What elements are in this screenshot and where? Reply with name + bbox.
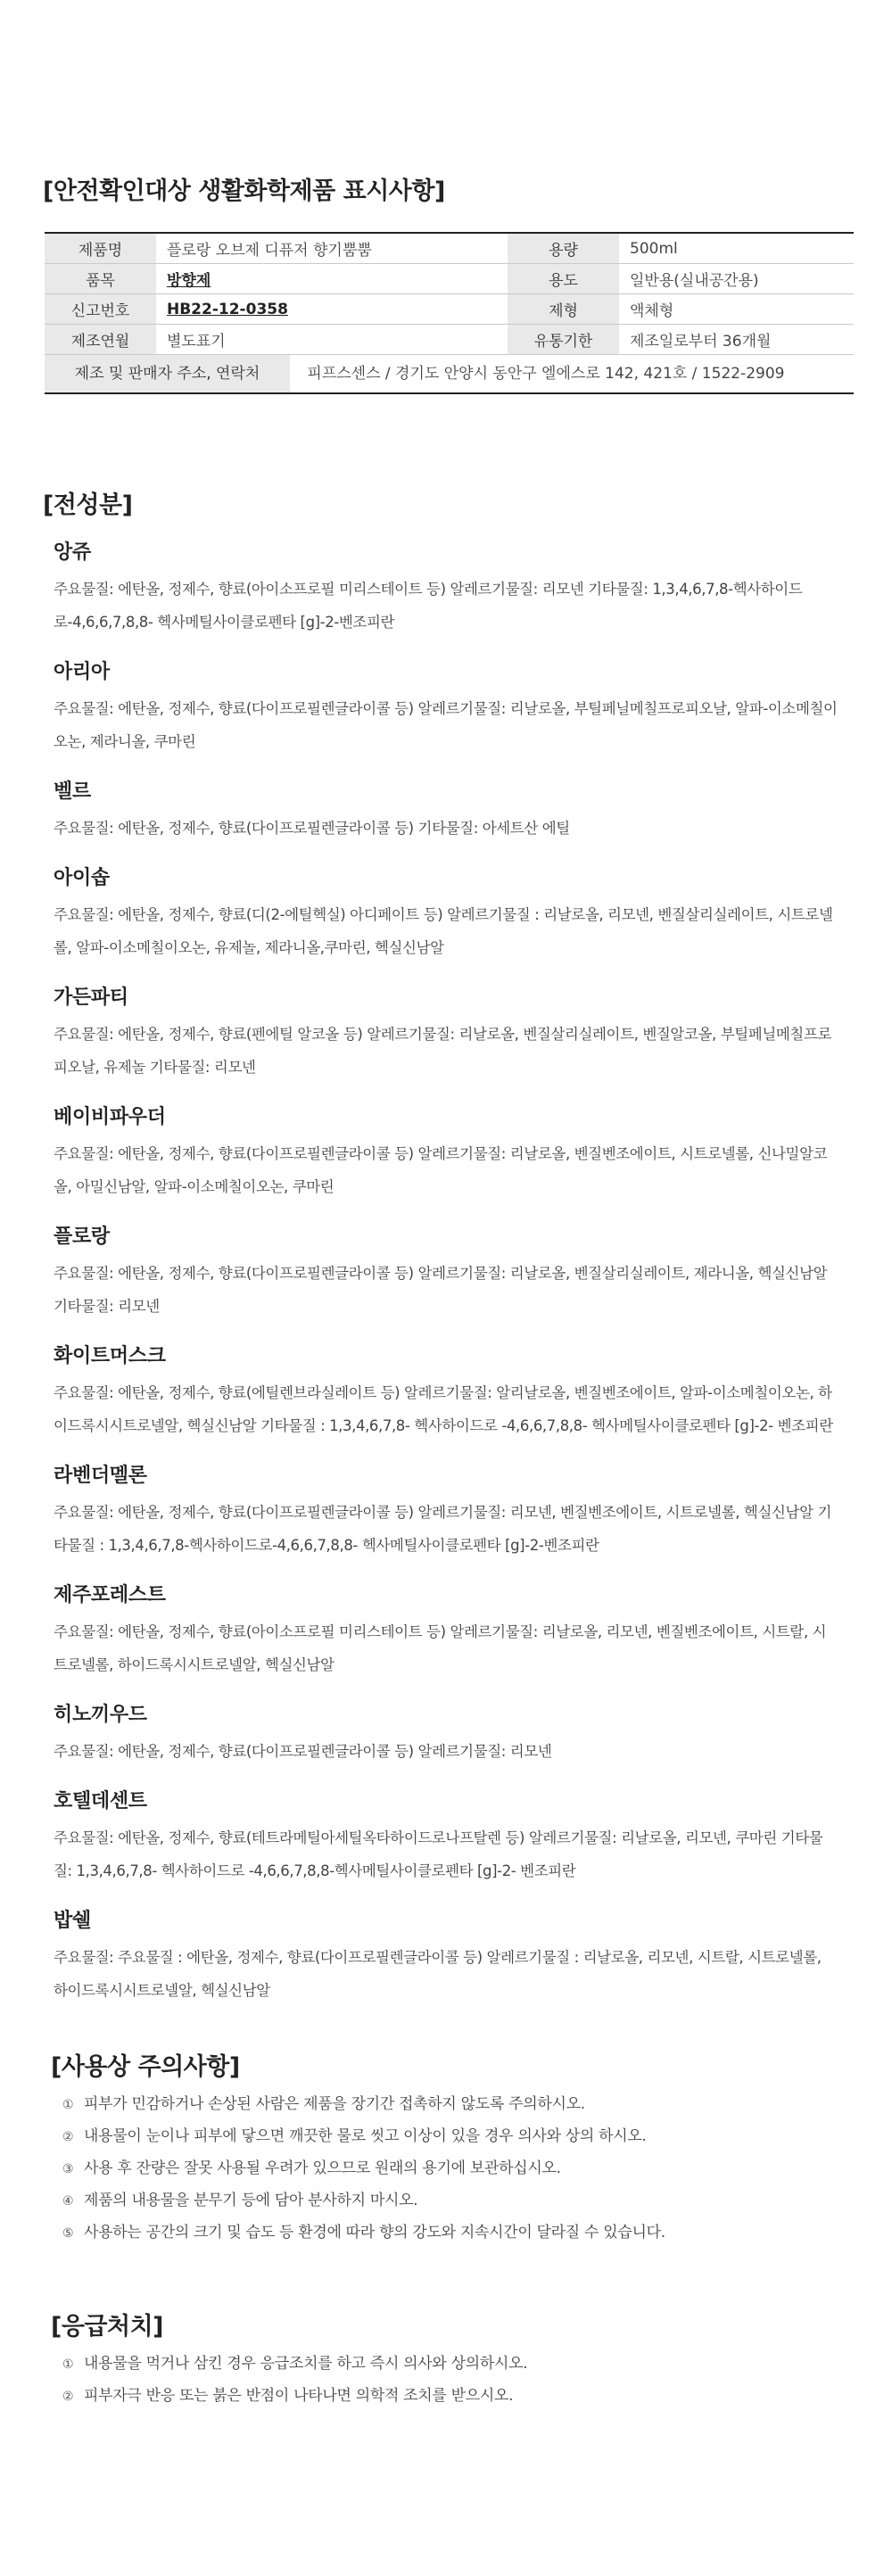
spec-value-expiry: 제조일로부터 36개월 — [619, 325, 854, 355]
first-aid-number: ② — [62, 2390, 74, 2404]
precaution-item — [62, 2152, 665, 2184]
ingredient-name: 밥쉘 — [54, 1910, 91, 1932]
ingredient-item — [54, 539, 838, 639]
precaution-number: ④ — [62, 2194, 74, 2209]
ingredient-desc: 주요물질: 에탄올, 정제수, 향료(다이프로필렌글라이콜 등) 알레르기물질: 리날로올, 부틸페닐메칠프로피오날, 알파-이소메칠이오논, 제라니올, 쿠마린 — [54, 700, 838, 750]
ingredient-name: 벨르 — [54, 780, 91, 803]
precaution-text: 내용물이 눈이나 피부에 닿으면 깨끗한 물로 씻고 이상이 있을 경우 의사와 상의 하시오. — [84, 2127, 647, 2145]
spec-value-product-name: 플로랑 오브제 디퓨저 향기뿜뿜 — [156, 233, 508, 264]
ingredient-item — [54, 1223, 838, 1323]
precautions-list — [62, 2088, 665, 2249]
product-spec-table — [45, 232, 854, 394]
ingredient-desc: 주요물질: 에탄올, 정제수, 향료(에틸렌브라실레이트 등) 알레르기물질: 알리날로올, 벤질벤조에이트, 알파-이소메칠이오논, 하이드록시시트로넬알, 헥실신남알 기타물질 : 1,3,4,6,7,8- 헥사하이드로 -4,6,6,7,8,8- 헥사메틸사이클로펜타 [g]-2- 벤조피란 — [54, 1384, 833, 1434]
spec-label-maker: 제조 및 판매자 주소, 연락처 — [45, 355, 290, 392]
ingredient-desc: 주요물질: 에탄올, 정제수, 향료(다이프로필렌글라이콜 등) 알레르기물질: 리날로올, 벤질살리실레이트, 제라니올, 헥실신남알 기타물질: 리모넨 — [54, 1265, 828, 1315]
spec-label-form: 제형 — [508, 294, 619, 325]
precaution-number: ③ — [62, 2162, 74, 2176]
precaution-text: 사용하는 공간의 크기 및 습도 등 환경에 따라 향의 강도와 지속시간이 달라질 수 있습니다. — [84, 2224, 665, 2242]
ingredient-desc: 주요물질: 에탄올, 정제수, 향료(펜에틸 알코올 등) 알레르기물질: 리날로올, 벤질살리실레이트, 벤질알코올, 부틸페닐메칠프로피오날, 유제놀 기타물질: 리모넨 — [54, 1026, 832, 1076]
precaution-number: ⑤ — [62, 2226, 74, 2241]
ingredient-name: 제주포레스트 — [54, 1584, 166, 1606]
ingredient-name: 호텔데센트 — [54, 1790, 147, 1812]
ingredient-desc: 주요물질: 에탄올, 정제수, 향료(다이프로필렌글라이콜 등) 알레르기물질: 리모넨 — [54, 1743, 552, 1760]
spec-row-date — [45, 325, 854, 355]
ingredient-list — [54, 539, 838, 2027]
spec-value-report-number-cell — [156, 294, 508, 325]
precaution-item — [62, 2088, 665, 2120]
spec-value-form: 액체형 — [619, 294, 854, 325]
spec-value-manufacture-date: 별도표기 — [156, 325, 508, 355]
safety-section-title: [안전확인대상 생활화학제품 표시사항] — [43, 178, 445, 205]
ingredient-name: 아리아 — [54, 661, 110, 683]
precaution-text: 피부가 민감하거나 손상된 사람은 제품을 장기간 접촉하지 않도록 주의하시오. — [84, 2095, 585, 2113]
precaution-item — [62, 2217, 665, 2249]
spec-label-product-name: 제품명 — [45, 233, 156, 264]
ingredient-item — [54, 658, 838, 758]
ingredient-item — [54, 864, 838, 964]
ingredient-item — [54, 1581, 838, 1681]
spec-value-volume: 500ml — [619, 233, 854, 264]
ingredient-item — [54, 984, 838, 1084]
precaution-item — [62, 2184, 665, 2217]
ingredient-name: 아이솝 — [54, 867, 110, 889]
spec-label-category: 품목 — [45, 264, 156, 294]
first-aid-item — [62, 2348, 527, 2380]
first-aid-list — [62, 2348, 527, 2412]
first-aid-text: 내용물을 먹거나 삼킨 경우 응급조치를 하고 즉시 의사와 상의하시오. — [84, 2355, 528, 2373]
spec-label-report-number: 신고번호 — [45, 294, 156, 325]
ingredient-name: 베이비파우더 — [54, 1106, 166, 1128]
ingredient-desc: 주요물질: 에탄올, 정제수, 향료(디(2-에틸헥실) 아디페이트 등) 알레르기물질 : 리날로올, 리모넨, 벤질살리실레이트, 시트로넬롤, 알파-이소메칠이오논, 유제놀, 제라니올,쿠마린, 헥실신남알 — [54, 906, 833, 956]
precaution-item — [62, 2120, 665, 2152]
ingredient-desc: 주요물질: 에탄올, 정제수, 향료(아이소프로필 미리스테이트 등) 알레르기물질: 리모넨 기타물질: 1,3,4,6,7,8-헥사하이드로-4,6,6,7,8,8- 헥사메틸사이클로펜타 [g]-2-벤조피란 — [54, 581, 803, 631]
ingredient-desc: 주요물질: 에탄올, 정제수, 향료(아이소프로필 미리스테이트 등) 알레르기물질: 리날로올, 리모넨, 벤질벤조에이트, 시트랄, 시트로넬롤, 하이드록시시트로넬알, 헥실신남알 — [54, 1623, 827, 1673]
ingredient-desc: 주요물질: 에탄올, 정제수, 향료(다이프로필렌글라이콜 등) 알레르기물질: 리날로올, 벤질벤조에이트, 시트로넬롤, 신나밀알코올, 아밀신남알, 알파-이소메칠이오논, 쿠마린 — [54, 1145, 828, 1195]
spec-row-maker — [45, 355, 854, 394]
ingredient-desc: 주요물질: 주요물질 : 에탄올, 정제수, 향료(다이프로필렌글라이콜 등) 알레르기물질 : 리날로올, 리모넨, 시트랄, 시트로넬롤, 하이드록시시트로넬알, 헥실신남알 — [54, 1949, 822, 1999]
ingredient-desc: 주요물질: 에탄올, 정제수, 향료(다이프로필렌글라이콜 등) 기타물질: 아세트산 에틸 — [54, 820, 570, 837]
ingredient-item — [54, 1907, 838, 2007]
spec-value-maker: 피프스센스 / 경기도 안양시 동안구 엘에스로 142, 421호 / 1522-2909 — [307, 365, 785, 383]
spec-label-usage: 용도 — [508, 264, 619, 294]
precaution-number: ① — [62, 2098, 74, 2112]
ingredient-name: 플로랑 — [54, 1226, 110, 1248]
precaution-number: ② — [62, 2130, 74, 2144]
spec-maker-cell — [45, 355, 854, 394]
ingredient-item — [54, 778, 838, 845]
ingredients-section-title: [전성분] — [43, 491, 133, 519]
precaution-text: 제품의 내용물을 분무기 등에 담아 분사하지 마시오. — [84, 2192, 418, 2209]
spec-row-name — [45, 233, 854, 264]
first-aid-section-title: [응급처치] — [51, 2313, 164, 2341]
first-aid-number: ① — [62, 2357, 74, 2372]
spec-value-category: 방향제 — [167, 272, 211, 290]
spec-value-category-cell — [156, 264, 508, 294]
ingredient-name: 가든파티 — [54, 987, 128, 1009]
ingredient-desc: 주요물질: 에탄올, 정제수, 향료(테트라메틸아세틸옥타하이드로나프탈렌 등) 알레르기물질: 리날로올, 리모넨, 쿠마린 기타물질: 1,3,4,6,7,8- 헥사하이드로 -4,6,6,7,8,8-헥사메틸사이클로펜타 [g]-2- 벤조피란 — [54, 1829, 823, 1879]
ingredient-name: 라벤더멜론 — [54, 1465, 147, 1487]
ingredient-desc: 주요물질: 에탄올, 정제수, 향료(다이프로필렌글라이콜 등) 알레르기물질: 리모넨, 벤질벤조에이트, 시트로넬롤, 헥실신남알 기타물질 : 1,3,4,6,7,8-헥사하이드로-4,6,6,7,8,8- 헥사메틸사이클로펜타 [g]-2-벤조피란 — [54, 1504, 832, 1554]
spec-label-manufacture-date: 제조연월 — [45, 325, 156, 355]
ingredient-item — [54, 1103, 838, 1203]
spec-row-report — [45, 294, 854, 325]
ingredient-item — [54, 1701, 838, 1768]
first-aid-item — [62, 2380, 527, 2412]
ingredient-name: 히노끼우드 — [54, 1704, 147, 1726]
ingredient-name: 화이트머스크 — [54, 1345, 166, 1367]
ingredient-item — [54, 1788, 838, 1887]
precautions-section-title: [사용상 주의사항] — [51, 2053, 240, 2081]
precaution-text: 사용 후 잔량은 잘못 사용될 우려가 있으므로 원래의 용기에 보관하십시오. — [84, 2159, 561, 2177]
ingredient-item — [54, 1462, 838, 1562]
ingredient-name: 앙쥬 — [54, 541, 91, 564]
first-aid-text: 피부자극 반응 또는 붉은 반점이 나타나면 의학적 조치를 받으시오. — [84, 2387, 514, 2405]
spec-label-volume: 용량 — [508, 233, 619, 264]
spec-value-usage: 일반용(실내공간용) — [619, 264, 854, 294]
spec-label-expiry: 유통기한 — [508, 325, 619, 355]
spec-row-category — [45, 264, 854, 294]
ingredient-item — [54, 1342, 838, 1442]
spec-value-report-number: HB22-12-0358 — [167, 300, 288, 318]
